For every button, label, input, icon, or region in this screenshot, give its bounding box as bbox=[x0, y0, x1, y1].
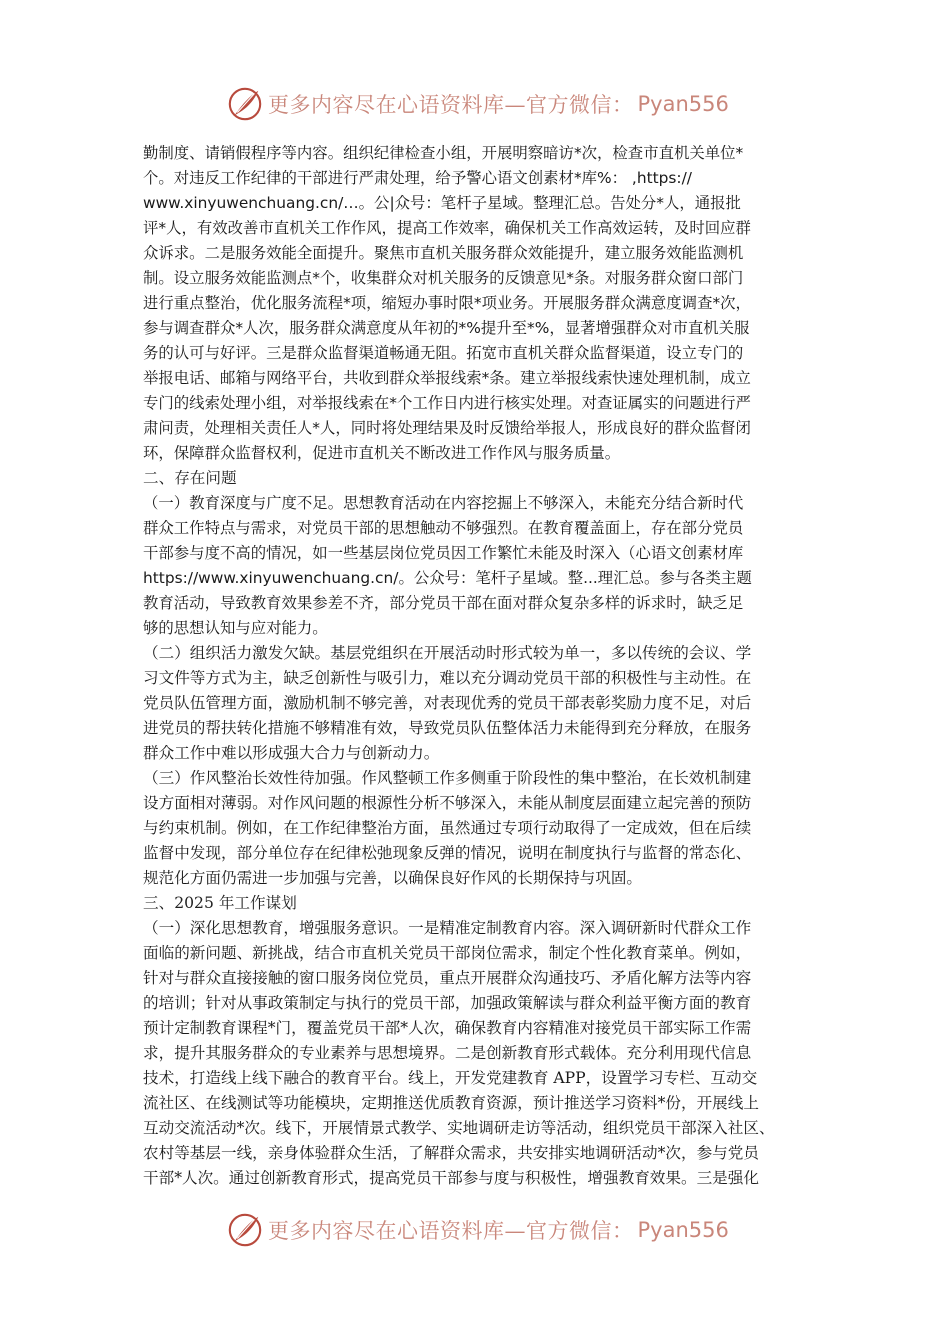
text-line: 习文件等方式为主，缺乏创新性与吸引力，难以充分调动党员干部的积极性与主动性。在 bbox=[143, 669, 752, 687]
text-line: （一）深化思想教育，增强服务意识。一是精准定制教育内容。深入调研新时代群众工作 bbox=[143, 919, 752, 937]
header-watermark-banner bbox=[0, 82, 950, 126]
text-line: 面临的新问题、新挑战，结合市直机关党员干部岗位需求，制定个性化教育菜单。例如， bbox=[143, 944, 752, 962]
text-line: 个。对违反工作纪律的干部进行严肃处理，给予警心语文创素材*库%： ,https:// bbox=[143, 169, 692, 187]
text-line: 规范化方面仍需进一步加强与完善，以确保良好作风的长期保持与巩固。 bbox=[143, 869, 643, 887]
text-line: 干部*人次。通过创新教育形式，提高党员干部参与度与积极性，增强教育效果。三是强化 bbox=[143, 1169, 759, 1187]
text-line: （二）组织活力激发欠缺。基层党组织在开展活动时形式较为单一，多以传统的会议、学 bbox=[143, 644, 752, 662]
section-heading: 三、2025 年工作谋划 bbox=[143, 894, 297, 912]
text-line: www.xinyuwenchuang.cn/…。公|众号：笔杆子星域。整理汇总。告处分*人，通报批 bbox=[143, 194, 741, 212]
text-line: 农村等基层一线，亲身体验群众生活，了解群众需求，共安排实地调研活动*次，参与党员 bbox=[143, 1144, 759, 1162]
text-line: 互动交流活动*次。线下，开展情景式教学、实地调研走访等活动，组织党员干部深入社区、 bbox=[143, 1119, 775, 1137]
text-line: 群众工作中难以形成强大合力与创新动力。 bbox=[143, 744, 440, 762]
footer-watermark-banner bbox=[0, 1208, 950, 1252]
text-line: 求，提升其服务群众的专业素养与思想境界。二是创新教育形式载体。充分利用现代信息 bbox=[143, 1044, 752, 1062]
text-line: 教育活动，导致教育效果参差不齐，部分党员干部在面对群众复杂多样的诉求时，缺乏足 bbox=[143, 594, 744, 612]
feather-pen-logo-icon bbox=[226, 1211, 264, 1249]
text-line: 够的思想认知与应对能力。 bbox=[143, 619, 328, 637]
wechat-id: Pyan556 bbox=[637, 1218, 729, 1242]
banner-text: 更多内容尽在心语资料库—官方微信： bbox=[268, 1219, 634, 1243]
text-line: 设方面相对薄弱。对作风问题的根源性分析不够深入，未能从制度层面建立起完善的预防 bbox=[143, 794, 752, 812]
text-line: 监督中发现，部分单位存在纪律松弛现象反弹的情况，说明在制度执行与监督的常态化、 bbox=[143, 844, 752, 862]
text-line: 预计定制教育课程*门，覆盖党员干部*人次，确保教育内容精准对接党员干部实际工作需 bbox=[143, 1019, 752, 1037]
text-line: 技术，打造线上线下融合的教育平台。线上，开发党建教育 APP，设置学习专栏、互动交 bbox=[143, 1069, 758, 1087]
text-line: 进党员的帮扶转化措施不够精准有效，导致党员队伍整体活力未能得到充分释放，在服务 bbox=[143, 719, 752, 737]
text-line: 干部参与度不高的情况，如一些基层岗位党员因工作繁忙未能及时深入（心语文创素材库 bbox=[143, 544, 744, 562]
text-line: 针对与群众直接接触的窗口服务岗位党员，重点开展群众沟通技巧、矛盾化解方法等内容 bbox=[143, 969, 752, 987]
text-line: 与约束机制。例如，在工作纪律整治方面，虽然通过专项行动取得了一定成效，但在后续 bbox=[143, 819, 752, 837]
text-line: 党员队伍管理方面，激励机制不够完善，对表现优秀的党员干部表彰奖励力度不足，对后 bbox=[143, 694, 752, 712]
text-line: （三）作风整治长效性待加强。作风整顿工作多侧重于阶段性的集中整治，在长效机制建 bbox=[143, 769, 752, 787]
text-line: 进行重点整治，优化服务流程*项，缩短办事时限*项业务。开展服务群众满意度调查*次， bbox=[143, 294, 751, 312]
text-line: 评*人，有效改善市直机关工作作风，提高工作效率，确保机关工作高效运转，及时回应群 bbox=[143, 219, 751, 237]
text-line: （一）教育深度与广度不足。思想教育活动在内容挖掘上不够深入，未能充分结合新时代 bbox=[143, 494, 744, 512]
text-line: https://www.xinyuwenchuang.cn/。公众号：笔杆子星域。整...理汇总。参与各类主题 bbox=[143, 569, 752, 587]
text-line: 参与调查群众*人次，服务群众满意度从年初的*%提升至*%，显著增强群众对市直机关服 bbox=[143, 319, 750, 337]
text-line: 肃问责，处理相关责任人*人，同时将处理结果及时反馈给举报人，形成良好的群众监督闭 bbox=[143, 419, 751, 437]
text-line: 勤制度、请销假程序等内容。组织纪律检查小组，开展明察暗访*次，检查市直机关单位* bbox=[143, 144, 744, 162]
banner-text: 更多内容尽在心语资料库—官方微信： bbox=[268, 93, 634, 117]
text-line: 制。设立服务效能监测点*个，收集群众对机关服务的反馈意见*条。对服务群众窗口部门 bbox=[143, 269, 744, 287]
text-line: 务的认可与好评。三是群众监督渠道畅通无阻。拓宽市直机关群众监督渠道，设立专门的 bbox=[143, 344, 744, 362]
text-line: 众诉求。二是服务效能全面提升。聚焦市直机关服务群众效能提升，建立服务效能监测机 bbox=[143, 244, 744, 262]
text-line: 专门的线索处理小组，对举报线索在*个工作日内进行核实处理。对查证属实的问题进行严 bbox=[143, 394, 751, 412]
wechat-id: Pyan556 bbox=[637, 92, 729, 116]
section-heading: 二、存在问题 bbox=[143, 469, 237, 487]
feather-pen-logo-icon bbox=[226, 85, 264, 123]
text-line: 的培训；针对从事政策制定与执行的党员干部，加强政策解读与群众利益平衡方面的教育 bbox=[143, 994, 752, 1012]
text-line: 环，保障群众监督权利，促进市直机关不断改进工作作风与服务质量。 bbox=[143, 444, 621, 462]
text-line: 举报电话、邮箱与网络平台，共收到群众举报线索*条。建立举报线索快速处理机制，成立 bbox=[143, 369, 751, 387]
document-body bbox=[143, 141, 811, 1191]
text-line: 流社区、在线测试等功能模块，定期推送优质教育资源，预计推送学习资料*份，开展线上 bbox=[143, 1094, 759, 1112]
text-line: 群众工作特点与需求，对党员干部的思想触动不够强烈。在教育覆盖面上，存在部分党员 bbox=[143, 519, 744, 537]
